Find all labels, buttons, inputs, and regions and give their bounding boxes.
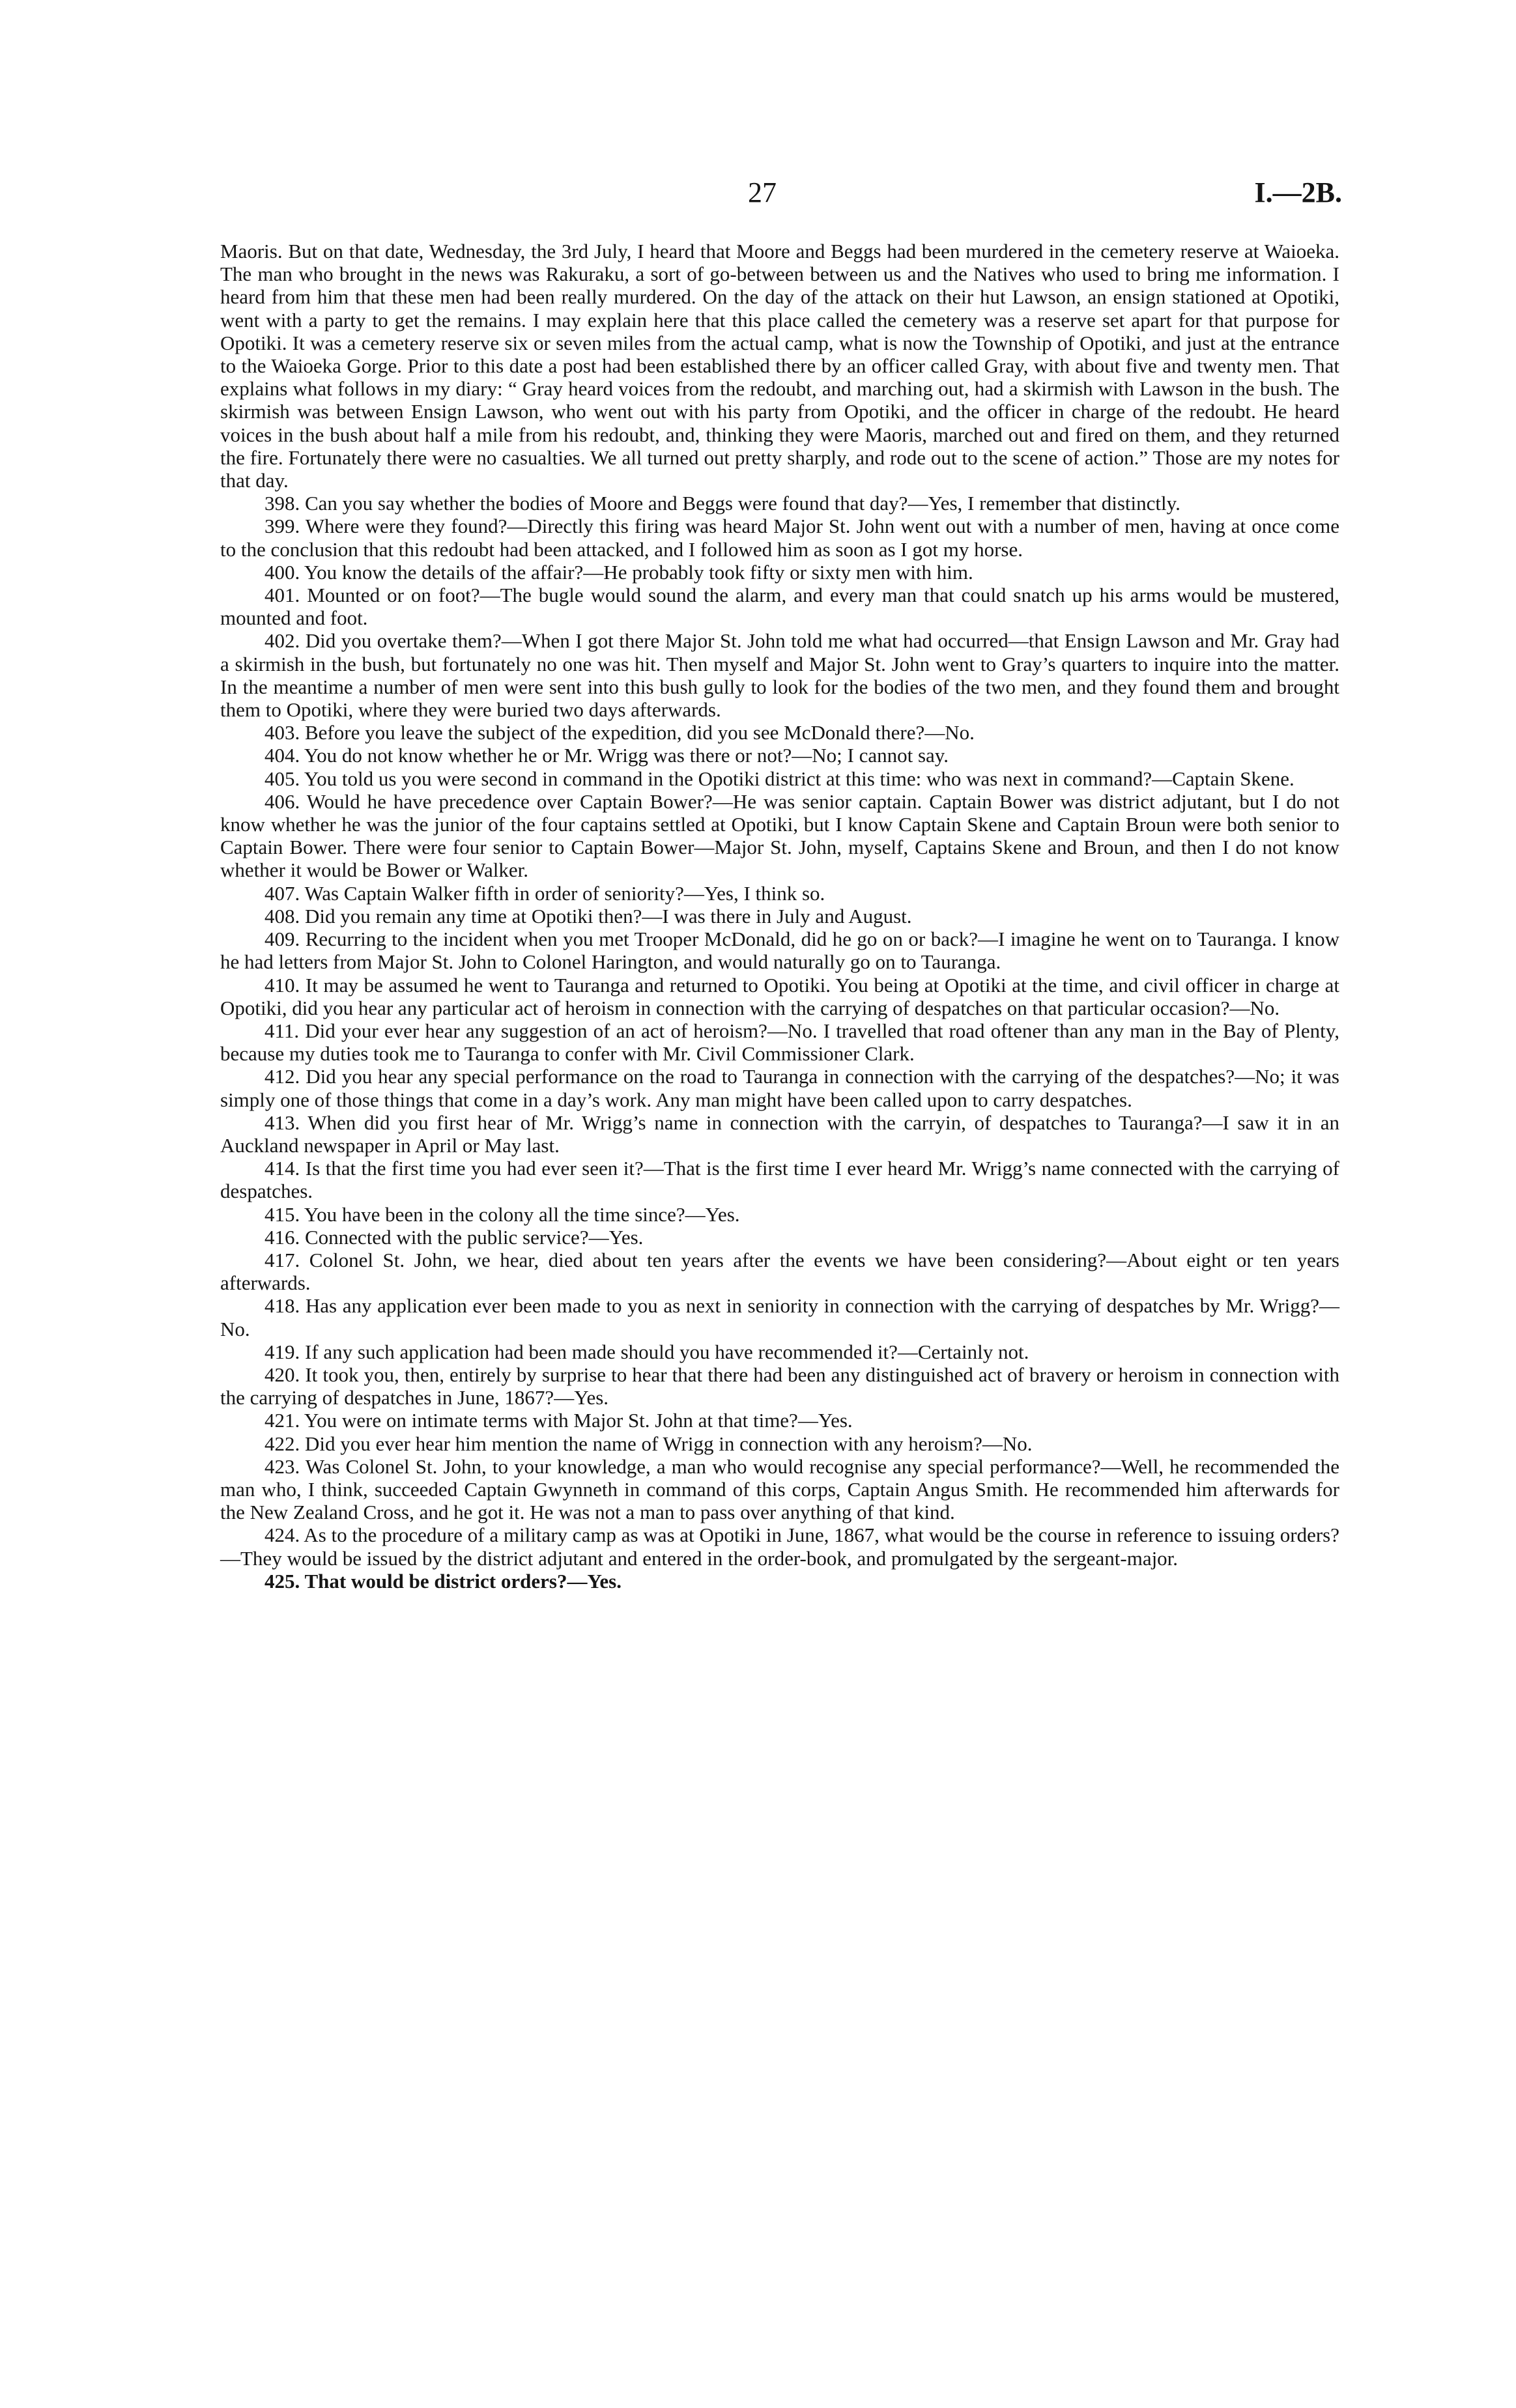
question-416: 416. Connected with the public service?—Yes. [265,1225,644,1249]
question-419: 419. If any such application had been made should you have recommended it?—Certainly not. [265,1340,1029,1363]
question-415: 415. You have been in the colony all the time since?—Yes. [265,1202,740,1226]
question-409: 409. Recurring to the incident when you met Trooper McDonald, did he go on or back?—I imagine he went on to Tauranga. I know he had letters from Major St. John to Colonel Harington, and would naturally go on to Tauranga. [220,928,1339,974]
question-424: 424. As to the procedure of a military camp as was at Opotiki in June, 1867, what would be the course in reference to issuing orders?—They would be issued by the district adjutant and entered in the order-book, and promulgated by the sergeant-major. [220,1523,1339,1570]
question-425: 425. That would be district orders?—Yes. [265,1569,622,1593]
document-body [220,240,1339,1593]
question-420: 420. It took you, then, entirely by surprise to hear that there had been any distinguished act of bravery or heroism in connection with the carrying of despatches in June, 1867?—Yes. [220,1363,1339,1409]
question-398: 398. Can you say whether the bodies of Moore and Beggs were found that day?—Yes, I remember that distinctly. [265,492,1180,515]
question-408: 408. Did you remain any time at Opotiki then?—I was there in July and August. [265,904,912,928]
question-403: 403. Before you leave the subject of the expedition, did you see McDonald there?—No. [265,721,975,744]
document-reference: I.—2B. [1254,177,1342,208]
question-421: 421. You were on intimate terms with Major St. John at that time?—Yes. [265,1409,853,1432]
question-399: 399. Where were they found?—Directly this firing was heard Major St. John went out with a number of men, having at once come to the conclusion that this redoubt had been attacked, and I followed him as soon as I got my horse. [220,515,1339,561]
question-418: 418. Has any application ever been made to you as next in seniority in connection with the carrying of despatches by Mr. Wrigg?—No. [220,1294,1339,1340]
question-401: 401. Mounted or on foot?—The bugle would sound the alarm, and every man that could snatch up his arms would be mustered, mounted and foot. [220,584,1339,630]
question-412: 412. Did you hear any special performance on the road to Tauranga in connection with the carrying of the despatches?—No; it was simply one of those things that come in a day’s work. Any man might have been called upon to carry despatches. [220,1065,1339,1111]
continuation-paragraph: Maoris. But on that date, Wednesday, the 3rd July, I heard that Moore and Beggs had been murdered in the cemetery reserve at Waioeka. The man who brought in the news was Rakuraku, a sort of go-between between us and the Natives who used to bring me information. I heard from him that these men had been really murdered. On the day of the attack on their hut Lawson, an ensign stationed at Opotiki, went with a party to get the remains. I may explain here that this place called the cemetery was a reserve set apart for that purpose for Opotiki. It was a cemetery reserve six or seven miles from the actual camp, what is now the Township of Opotiki, and just at the entrance to the Waioeka Gorge. Prior to this date a post had been established there by an officer called Gray, with about five and twenty men. That explains what follows in my diary: “ Gray heard voices from the redoubt, and marching out, had a skirmish with Lawson in the bush. The skirmish was between Ensign Lawson, who went out with his party from Opotiki, and the officer in charge of the redoubt. He heard voices in the bush about half a mile from his redoubt, and, thinking they were Maoris, marched out and fired on them, and they returned the fire. Fortunately there were no casualties. We all turned out pretty sharply, and rode out to the scene of action.” Those are my notes for that day. [220,240,1339,492]
question-400: 400. You know the details of the affair?—He probably took fifty or sixty men with him. [265,560,973,584]
question-406: 406. Would he have precedence over Captain Bower?—He was senior captain. Captain Bower was district adjutant, but I do not know whether he was the junior of the four captains settled at Opotiki, but I know Captain Skene and Captain Broun were both senior to Captain Bower. There were four senior to Captain Bower—Major St. John, myself, Captains Skene and Broun, and then I do not know whether it would be Bower or Walker. [220,789,1339,882]
question-417: 417. Colonel St. John, we hear, died about ten years after the events we have been considering?—About eight or ten years afterwards. [220,1248,1339,1295]
question-402: 402. Did you overtake them?—When I got there Major St. John told me what had occurred—that Ensign Lawson and Mr. Gray had a skirmish in the bush, but fortunately no one was hit. Then myself and Major St. John went to Gray’s quarters to inquire into the matter. In the meantime a number of men were sent into this bush gully to look for the bodies of the two men, and they found them and brought them to Opotiki, where they were buried two days afterwards. [220,629,1339,722]
question-413: 413. When did you first hear of Mr. Wrigg’s name in connection with the carryin, of despatches to Tauranga?—I saw it in an Auckland newspaper in April or May last. [220,1111,1339,1157]
question-414: 414. Is that the first time you had ever seen it?—That is the first time I ever heard Mr. Wrigg’s name connected with the carrying of despatches. [220,1157,1339,1203]
page-number: 27 [748,177,777,208]
question-423: 423. Was Colonel St. John, to your knowledge, a man who would recognise any special performance?—Well, he recommended the man who, I think, succeeded Captain Gwynneth in command of this corps, Captain Angus Smith. He recommended him afterwards for the New Zealand Cross, and he got it. He was not a man to pass over anything of that kind. [220,1454,1339,1524]
question-404: 404. You do not know whether he or Mr. Wrigg was there or not?—No; I cannot say. [265,744,949,767]
question-410: 410. It may be assumed he went to Tauranga and returned to Opotiki. You being at Opotiki at the time, and civil officer in charge at Opotiki, did you hear any particular act of heroism in connection with the carrying of despatches on that particular occasion?—No. [220,973,1339,1019]
question-422: 422. Did you ever hear him mention the name of Wrigg in connection with any heroism?—No. [265,1432,1033,1455]
question-411: 411. Did your ever hear any suggestion of an act of heroism?—No. I travelled that road oftener than any man in the Bay of Plenty, because my duties took me to Tauranga to confer with Mr. Civil Commissioner Clark. [220,1019,1339,1066]
question-405: 405. You told us you were second in command in the Opotiki district at this time: who was next in command?—Captain Skene. [265,767,1294,790]
question-407: 407. Was Captain Walker fifth in order of seniority?—Yes, I think so. [265,881,825,905]
